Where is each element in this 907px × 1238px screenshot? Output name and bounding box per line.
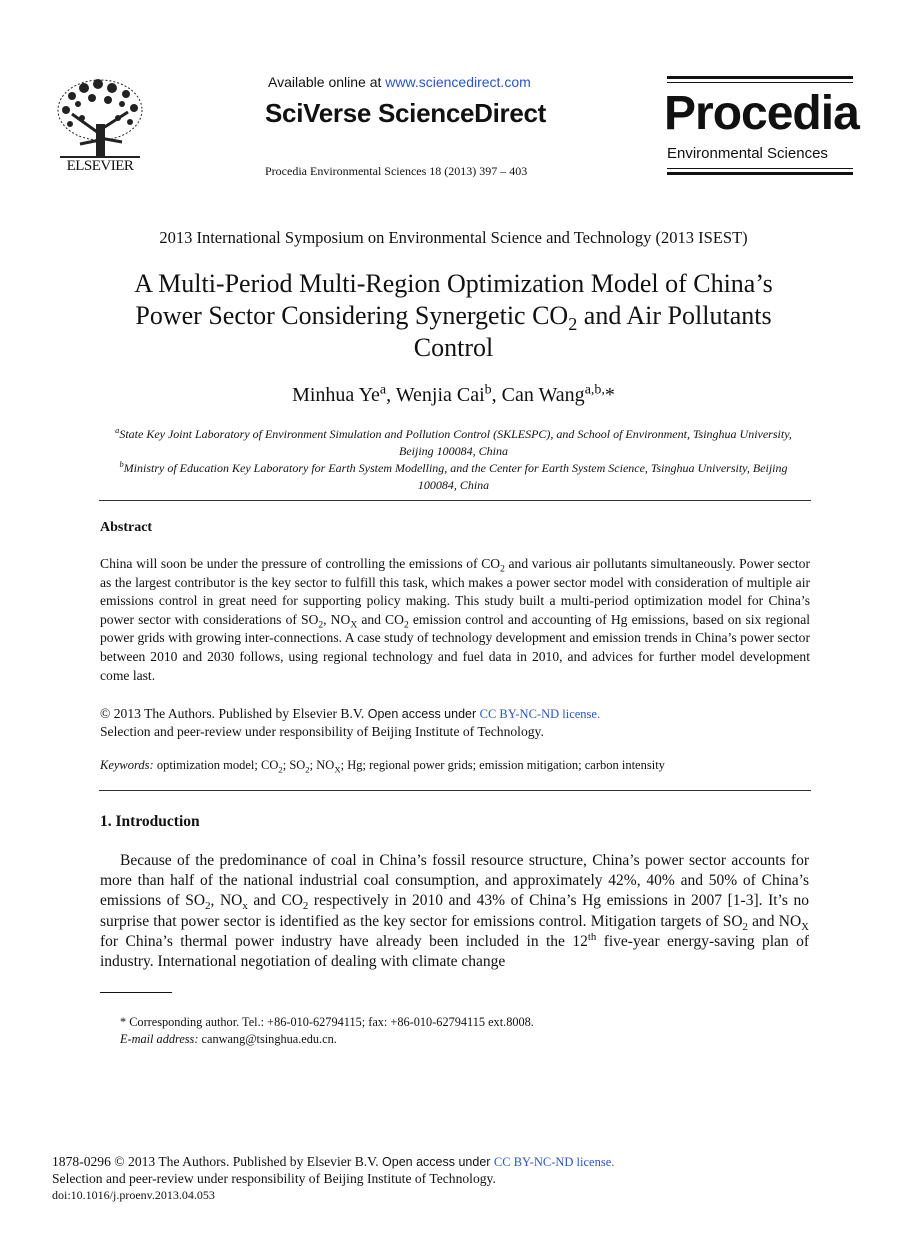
introduction-text: [100, 851, 809, 972]
abstract-sub-2: 2: [318, 620, 324, 631]
divider-bottom: [99, 790, 811, 791]
footnote-rule: [100, 992, 172, 993]
author-3: Can Wang: [501, 384, 585, 406]
keywords: [100, 758, 810, 773]
title-co2-sub: 2: [568, 314, 578, 335]
abstract-p5: emission control and accounting of Hg emissions, based on six regional power grids with growing inter-connections. A case study of technology development and emission trends in China’s power sector between 2010 and 2030 follows, using regional technology and fuel data in 2010, and advices for further model development come last.: [100, 611, 811, 683]
platform-name: SciVerse ScienceDirect: [265, 98, 547, 128]
available-online: [268, 74, 531, 90]
intro-sub-1: 2: [205, 900, 211, 913]
affiliation-a: [100, 426, 807, 460]
intro-t7: five-year energy-saving plan of industry. International negotiation of dealing with climate change: [100, 932, 809, 971]
footnote-corresponding: * Corresponding author. Tel.: +86-010-62794115; fax: +86-010-62794115 ext.8008.: [120, 1015, 534, 1029]
sciencedirect-link[interactable]: www.sciencedirect.com: [385, 74, 531, 90]
procedia-logo: Procedia: [664, 87, 859, 140]
keyword-sub-3: X: [334, 764, 341, 775]
symposium-name: 2013 International Symposium on Environmental Science and Technology (2013 ISEST): [159, 228, 748, 247]
copyright-text: © 2013 The Authors. Published by Elsevier B.V.: [100, 706, 368, 721]
email-label: E-mail address:: [120, 1032, 199, 1046]
copyright-line-2: Selection and peer-review under responsibility of Beijing Institute of Technology.: [100, 724, 544, 739]
title-line-3: Control: [413, 333, 494, 362]
abstract-heading: Abstract: [100, 520, 153, 535]
abstract-sub-3: X: [350, 620, 358, 631]
author-1-sup: a: [379, 382, 387, 398]
footer-license-link[interactable]: CC BY-NC-ND license.: [493, 1155, 615, 1169]
abstract-p2: and various air pollutants simultaneously. Power sector as the largest contributor is the key sector to fulfill this task, which makes a power sector model with consideration of multiple air emissions control in great need for supporting policy making. This study built a multi-period optimization model for China’s power sector with considerations of SO: [100, 556, 810, 627]
affiliations: [100, 426, 807, 494]
title-line-2-b: and Air Pollutants: [577, 301, 772, 330]
abstract-sub-1: 2: [500, 564, 505, 575]
keyword-1: optimization model; CO: [153, 758, 279, 772]
title-line-1: A Multi-Period Multi-Region Optimization Model of China’s: [134, 269, 773, 298]
title-line-2-a: Power Sector Considering Synergetic CO: [135, 301, 569, 330]
email-address: canwang@tsinghua.edu.cn.: [198, 1032, 337, 1046]
paper-title: [60, 268, 847, 364]
footnote-email: [120, 1032, 337, 1047]
copyright-block: [100, 705, 810, 740]
elsevier-wordmark: ELSEVIER: [66, 158, 134, 174]
license-link[interactable]: CC BY-NC-ND license.: [479, 707, 601, 721]
intro-t5: and NO: [747, 912, 802, 930]
author-3-sup: a,b,: [584, 382, 605, 398]
journal-reference: Procedia Environmental Sciences 18 (2013) 397 – 403: [265, 164, 528, 178]
intro-t3: and CO: [247, 892, 303, 910]
procedia-rule-top: [667, 76, 853, 79]
keywords-label: Keywords:: [100, 758, 154, 772]
intro-sub-5: X: [801, 920, 809, 933]
abstract-text: [100, 555, 810, 685]
elsevier-logo: [52, 74, 148, 178]
keyword-sub-2: 2: [305, 764, 310, 775]
abstract-sub-4: 2: [403, 620, 409, 631]
affiliation-a-mark: a: [115, 426, 120, 435]
intro-t1: Because of the predominance of coal in China’s fossil resource structure, China’s power sector accounts for more than half of the national industrial coal consumption, and approximately 42%, 40% and 50% of China’s emissions of SO: [100, 852, 809, 910]
affiliation-a-text: State Key Joint Laboratory of Environment Simulation and Pollution Control (SKLESPC), and School of Environment, Tsinghua University, Beijing 100084, China: [119, 427, 792, 458]
affiliation-b-mark: b: [119, 460, 124, 469]
footer-issn: 1878-0296 © 2013 The Authors. Published by Elsevier B.V.: [52, 1154, 383, 1169]
abstract-p4: and CO: [357, 611, 404, 627]
footer-doi: doi:10.1016/j.proenv.2013.04.053: [52, 1188, 215, 1202]
author-list: Minhua Ye$^a$, Wenjia Cai$^b$, Can Wang$^{a,b,}$*: [292, 382, 615, 406]
procedia-rule-top-thin: [667, 82, 853, 83]
footer-review-line: Selection and peer-review under responsibility of Beijing Institute of Technology.: [52, 1171, 496, 1186]
divider-top: [99, 500, 811, 501]
abstract-p1: China will soon be under the pressure of controlling the emissions of CO: [100, 556, 501, 571]
corresponding-star: *: [604, 384, 615, 406]
footer-open-access: Open access under: [382, 1155, 494, 1169]
intro-sub-2: x: [242, 900, 248, 913]
keyword-3: ; NO: [309, 758, 335, 772]
author-1: Minhua Ye: [292, 384, 380, 406]
available-prefix: Available online at: [268, 74, 386, 90]
keyword-sub-1: 2: [278, 764, 283, 775]
copyright-line-1: [100, 705, 810, 723]
procedia-rule-bottom-thin: [667, 168, 853, 169]
author-2-sup: b: [484, 382, 492, 398]
affiliation-b-text: Ministry of Education Key Laboratory for Earth System Modelling, and the Center for Earth System Science, Tsinghua University, Beijing 100084, China: [123, 461, 788, 492]
intro-t6: for China’s thermal power industry have already been included in the 12: [100, 932, 588, 950]
intro-sub-3: 2: [302, 900, 309, 913]
introduction-heading: 1. Introduction: [100, 813, 200, 830]
abstract-p3: , NO: [323, 611, 351, 627]
footer-issn-line: [52, 1154, 614, 1170]
open-access-text: Open access under: [367, 707, 480, 721]
intro-t4: respectively in 2010 and 43% of China’s Hg emissions in 2007 [1-3]. It’s no surprise that power sector is identified as the key sector for emissions control. Mitigation targets of SO: [100, 892, 809, 930]
keyword-2: ; SO: [282, 758, 306, 772]
affiliation-b: [100, 460, 807, 494]
intro-sub-4: 2: [742, 920, 748, 933]
title-line-2: [60, 300, 847, 335]
intro-t2: , NO: [210, 892, 243, 910]
procedia-rule-bottom: [667, 172, 853, 175]
keyword-4: ; Hg; regional power grids; emission mitigation; carbon intensity: [340, 758, 665, 772]
procedia-subtitle: Environmental Sciences: [667, 145, 828, 162]
intro-sup-th: th: [587, 930, 597, 943]
author-2: Wenjia Cai: [395, 384, 485, 406]
